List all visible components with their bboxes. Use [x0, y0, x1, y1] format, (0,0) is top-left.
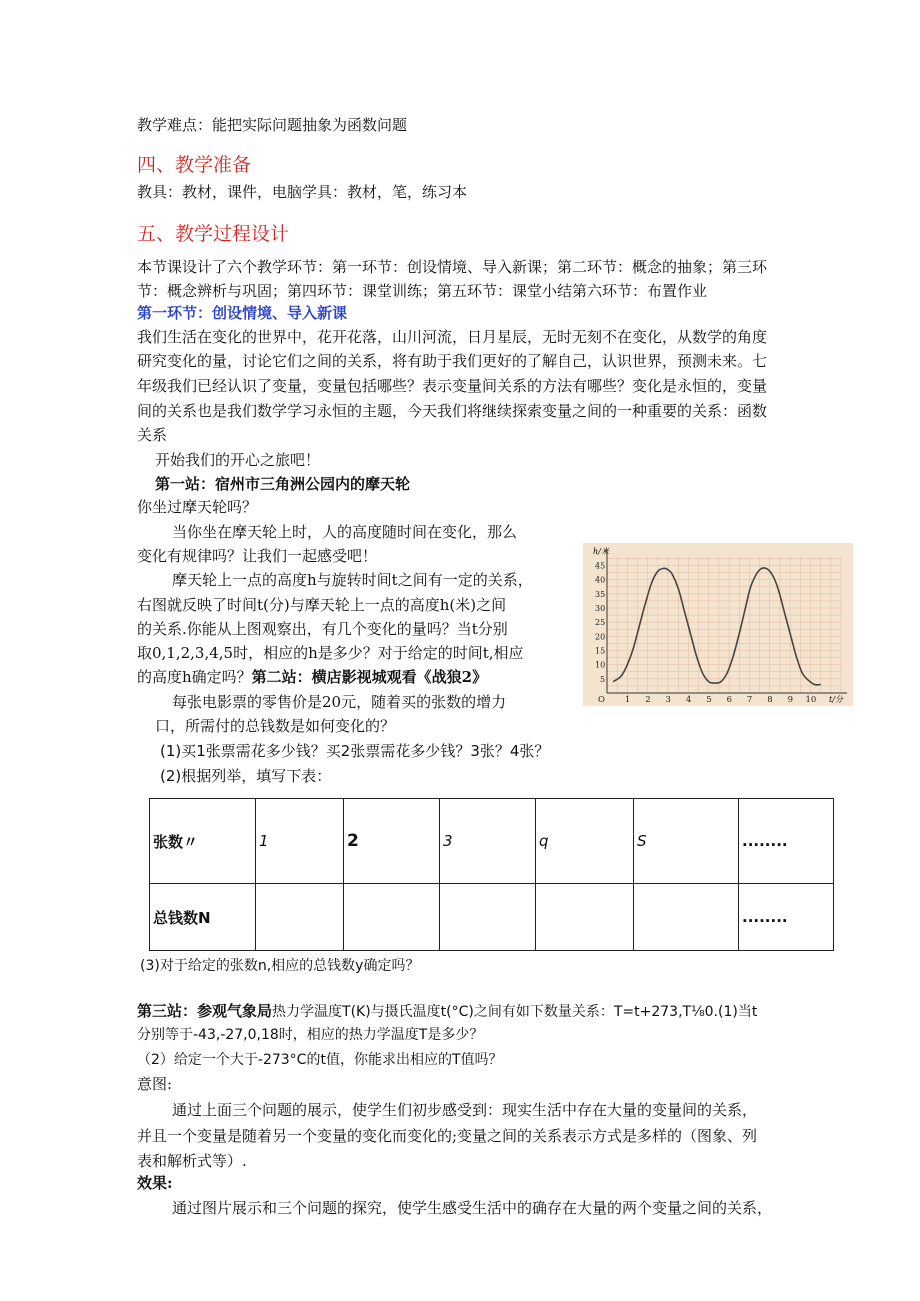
y-tick-label: 35 — [595, 589, 606, 599]
intro-line-2: 节：概念辨析与巩固；第四环节：课堂训练；第五环节：课堂小结第六环节：布置作业 — [137, 282, 708, 300]
y-tick-label: 5 — [600, 674, 606, 684]
cell: 3 — [440, 799, 536, 884]
station1-line-5: 右图就反映了时间t(分)与摩天轮上一点的高度h(米)之间 — [137, 596, 507, 614]
section5-heading: 五、教学过程设计 — [137, 223, 290, 245]
station1-line-7: 取0,1,2,3,4,5时，相应的h是多少？对于给定的时间t,相应 — [137, 644, 524, 662]
chart-grid — [607, 557, 841, 693]
height-curve — [613, 568, 821, 685]
y-tick-label: 25 — [595, 618, 606, 628]
stage1-line-5: 关系 — [137, 426, 168, 444]
station2-line-2: 口，所需付的总钱数是如何变化的？ — [155, 717, 396, 735]
cell — [256, 884, 344, 951]
row1-label: 张数〃 — [150, 799, 256, 884]
x-axis-label: t/分 — [829, 695, 843, 704]
cell: q — [536, 799, 634, 884]
x-tick-label: 5 — [706, 695, 712, 705]
y-tick-label: 40 — [595, 575, 606, 585]
station1-line-1: 你坐过摩天轮吗？ — [137, 498, 258, 516]
cell: ........ — [739, 884, 834, 951]
y-axis-label: h/米 — [593, 547, 609, 556]
chart-axes — [607, 549, 847, 693]
cell — [344, 884, 440, 951]
x-tick-label: 6 — [726, 695, 733, 705]
ticket-table — [149, 798, 834, 951]
stage1-line-1: 我们生活在变化的世界中，花开花落，山川河流，日月星辰，无时无刻不在变化，从数学的角度 — [137, 328, 768, 346]
station2-line-3: (1)买1张票需花多少钱？买2张票需花多少钱？3张？4张？ — [160, 742, 550, 760]
cell: 2 — [344, 799, 440, 884]
intent-label: 意图: — [137, 1075, 173, 1093]
height-time-chart — [583, 543, 853, 706]
x-tick-label: O — [598, 695, 605, 705]
station1-line-3: 变化有规律吗？让我们一起感受吧！ — [137, 547, 378, 565]
intent-line-1: 通过上面三个问题的展示，使学生们初步感受到：现实生活中存在大量的变量间的关系， — [172, 1101, 758, 1119]
row2-label: 总钱数N — [150, 884, 256, 951]
station2-title: 第二站：横店影视城观看《战狼2》 — [251, 668, 488, 686]
station1-line-8 — [137, 667, 487, 687]
station2-line-4: (2)根据列举，填写下表： — [160, 767, 332, 785]
x-tick-label: 4 — [685, 695, 692, 705]
journey-start: 开始我们的开心之旅吧！ — [155, 451, 321, 469]
cell: 1 — [256, 799, 344, 884]
x-tick-label: 9 — [787, 695, 794, 705]
intro-line-1: 本节课设计了六个教学环节：第一环节：创设情境、导入新课；第二环节：概念的抽象；第三环 — [137, 258, 768, 276]
section4-heading: 四、教学准备 — [137, 154, 252, 176]
stage1-line-3: 年级我们已经认识了变量，变量包括哪些？表示变量间关系的方法有哪些？变化是永恒的，变量 — [137, 377, 768, 395]
x-tick-label: 3 — [665, 695, 671, 705]
station3-line-3: （2）给定一个大于-273°C的t值，你能求出相应的T值吗？ — [137, 1052, 503, 1068]
x-tick-label: 10 — [805, 695, 817, 705]
effect-label: 效果: — [137, 1174, 173, 1192]
station1-line-6: 的关系.你能从上图观察出，有几个变化的量吗？当t分别 — [137, 620, 508, 638]
intent-line-3: 表和解析式等）. — [137, 1152, 247, 1170]
section4-text: 教具：教材，课件，电脑学具：教材，笔，练习本 — [137, 183, 468, 201]
intent-line-2: 并且一个变量是随着另一个变量的变化而变化的;变量之间的关系表示方式是多样的（图象、列 — [137, 1127, 758, 1145]
cell: ........ — [739, 799, 834, 884]
station1-last-line: 的高度h确定吗？ — [137, 668, 252, 686]
x-tick-label: 7 — [746, 695, 753, 705]
table-row — [150, 799, 834, 884]
cell — [634, 884, 739, 951]
cell — [440, 884, 536, 951]
chart-ticks — [595, 562, 816, 706]
cell — [536, 884, 634, 951]
stage1-title: 第一环节：创设情境、导入新课 — [137, 304, 348, 322]
station3-formula: 热力学温度T(K)与摄氏温度t(°C)之间有如下数量关系：T=t+273,T⅛0.(1)当t — [272, 1004, 758, 1020]
stage1-line-2: 研究变化的量，讨论它们之间的关系，将有助于我们更好的了解自己，认识世界，预测未来。七 — [137, 352, 768, 370]
station3-line-1 — [137, 1001, 757, 1022]
cell: S — [634, 799, 739, 884]
y-tick-label: 20 — [595, 632, 606, 642]
y-tick-label: 30 — [595, 604, 606, 613]
difficulty-text: 教学难点：能把实际问题抽象为函数问题 — [137, 116, 408, 134]
y-tick-label: 45 — [595, 561, 606, 571]
effect-line: 通过图片展示和三个问题的探究，使学生感受生活中的确存在大量的两个变量之间的关系， — [172, 1199, 773, 1217]
station3-line-2: 分别等于-43,-27,0,18时，相应的热力学温度T是多少？ — [137, 1027, 484, 1043]
ferris-wheel-graph — [583, 543, 853, 706]
station3-title: 第三站：参观气象局 — [137, 1002, 273, 1020]
question-3: (3)对于给定的张数n,相应的总钱数y确定吗？ — [140, 958, 420, 974]
y-tick-label: 15 — [595, 646, 606, 656]
y-tick-label: 10 — [595, 660, 606, 670]
x-tick-label: 1 — [624, 695, 631, 705]
stage1-line-4: 间的关系也是我们数学学习永恒的主题，今天我们将继续探索变量之间的一种重要的关系：函数 — [137, 402, 768, 420]
x-tick-label: 2 — [645, 695, 651, 705]
station1-title: 第一站：宿州市三角洲公园内的摩天轮 — [155, 475, 411, 493]
station1-line-4: 摩天轮上一点的高度h与旋转时间t之间有一定的关系， — [172, 571, 533, 589]
table-row — [150, 884, 834, 951]
station1-line-2: 当你坐在摩天轮上时，人的高度随时间在变化，那么 — [172, 523, 518, 541]
station2-line-1: 每张电影票的零售价是20元，随着买的张数的增力 — [172, 693, 507, 711]
x-tick-label: 8 — [767, 695, 773, 705]
